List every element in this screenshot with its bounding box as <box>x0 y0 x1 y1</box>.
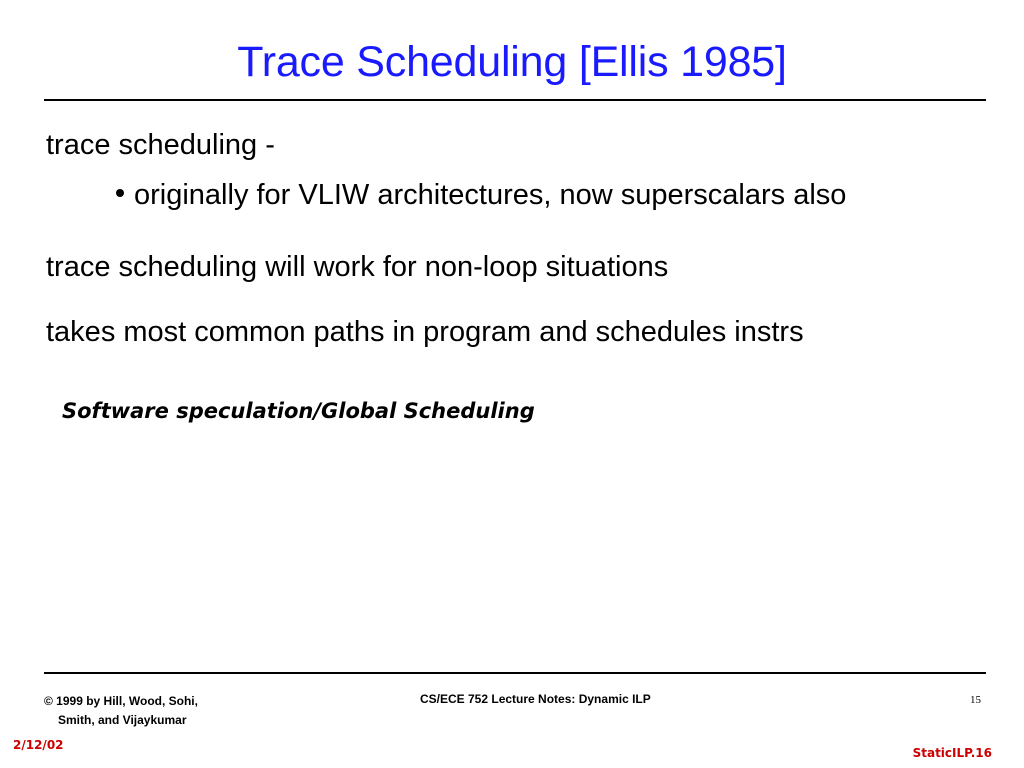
footer-copyright-line2: Smith, and Vijaykumar <box>58 713 187 727</box>
body-line-trace-scheduling: trace scheduling - <box>46 129 275 161</box>
bullet-icon <box>116 189 124 197</box>
title-divider <box>44 99 986 101</box>
slide-title: Trace Scheduling [Ellis 1985] <box>237 38 787 86</box>
bullet-text: originally for VLIW architectures, now superscalars also <box>134 179 847 211</box>
body-line-non-loop: trace scheduling will work for non-loop situations <box>46 251 669 283</box>
bullet-item <box>116 179 846 212</box>
footer-course-title: CS/ECE 752 Lecture Notes: Dynamic ILP <box>420 692 651 706</box>
callout-note: Software speculation/Global Scheduling <box>62 399 535 423</box>
slide-id: StaticILP.16 <box>912 746 992 760</box>
footer-copyright-line1: © 1999 by Hill, Wood, Sohi, <box>44 694 198 708</box>
body-line-common-paths: takes most common paths in program and schedules instrs <box>46 316 804 348</box>
footer-copyright <box>44 692 198 730</box>
footer-divider <box>44 672 986 674</box>
footer-page-number: 15 <box>970 694 981 706</box>
slide-date: 2/12/02 <box>13 738 64 752</box>
